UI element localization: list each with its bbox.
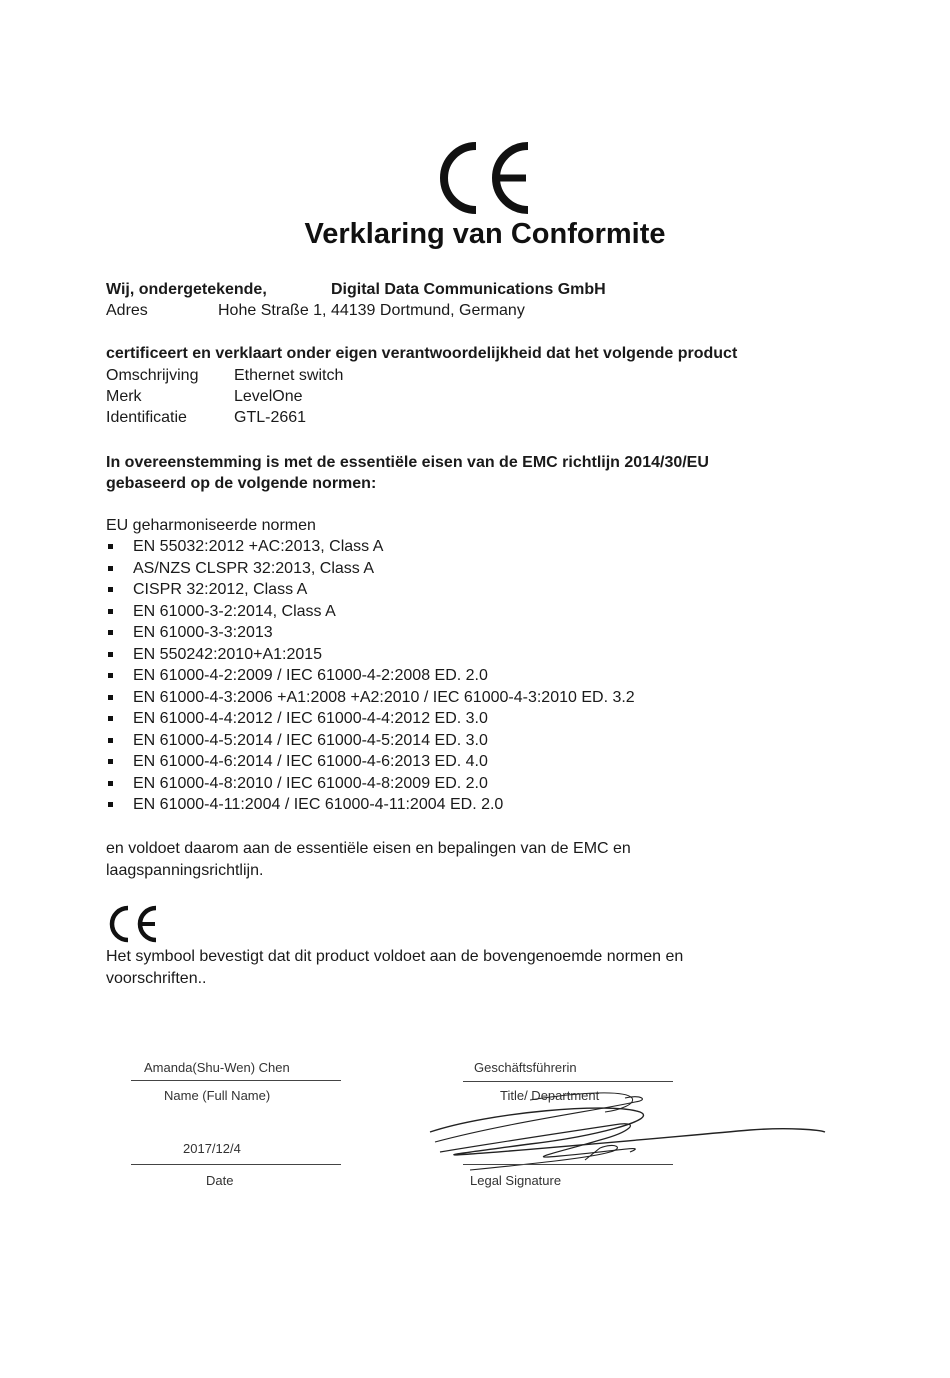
list-item — [106, 622, 635, 644]
declarant-label: Wij, ondergetekende, — [106, 281, 267, 298]
bullet-icon — [108, 609, 113, 614]
signature-label: Legal Signature — [470, 1173, 562, 1188]
bullet-icon — [108, 544, 113, 549]
standard-text: EN 61000-4-11:2004 / IEC 61000-4-11:2004 ED. 2.0 — [133, 796, 504, 813]
page-title: Verklaring van Conformite — [304, 218, 666, 250]
standard-text: CISPR 32:2012, Class A — [133, 581, 308, 598]
standard-text: EN 61000-3-3:2013 — [133, 624, 273, 641]
symbol-line: voorschriften.. — [106, 970, 207, 987]
list-item — [106, 708, 635, 730]
bullet-icon — [108, 587, 113, 592]
standard-text: EN 61000-4-2:2009 / IEC 61000-4-2:2008 ED. 2.0 — [133, 667, 488, 684]
bullet-icon — [108, 630, 113, 635]
address-label: Adres — [106, 302, 148, 319]
product-row-label: Merk — [106, 388, 142, 405]
list-item — [106, 751, 635, 773]
bullet-icon — [108, 738, 113, 743]
company-name: Digital Data Communications GmbH — [331, 281, 606, 298]
product-intro: certificeert en verklaart onder eigen verantwoordelijkheid dat het volgende product — [106, 345, 738, 362]
list-item — [106, 794, 635, 816]
standard-text: EN 61000-4-8:2010 / IEC 61000-4-8:2009 ED. 2.0 — [133, 774, 488, 792]
standards-heading: EU geharmoniseerde normen — [106, 517, 316, 534]
standard-text: EN 61000-4-3:2006 +A1:2008 +A2:2010 / IEC 61000-4-3:2010 ED. 3.2 — [133, 688, 635, 706]
product-row-value: Ethernet switch — [234, 367, 344, 384]
signer-name: Amanda(Shu-Wen) Chen — [144, 1060, 290, 1075]
list-item — [106, 665, 635, 687]
standard-text: EN 550242:2010+A1:2015 — [133, 645, 323, 663]
title-label: Title/ Department — [500, 1088, 600, 1103]
product-row-label: Identificatie — [106, 409, 187, 426]
standard-text: AS/NZS CLSPR 32:2013, Class A — [133, 559, 374, 577]
date-line — [131, 1164, 341, 1165]
list-item — [106, 644, 635, 666]
bullet-icon — [108, 566, 113, 571]
signature-line — [463, 1164, 673, 1165]
standard-text: EN 61000-3-2:2014, Class A — [133, 602, 336, 620]
bullet-icon — [108, 759, 113, 764]
standard-text: EN 61000-4-4:2012 / IEC 61000-4-4:2012 ED. 3.0 — [133, 710, 488, 727]
bullet-icon — [108, 716, 113, 721]
date-label: Date — [206, 1173, 234, 1188]
standard-text: EN 61000-4-6:2014 / IEC 61000-4-6:2013 ED. 4.0 — [133, 753, 488, 770]
conformity-line: In overeenstemming is met de essentiële eisen van de EMC richtlijn 2014/30/EU — [106, 454, 709, 471]
list-item — [106, 601, 635, 623]
name-line — [131, 1080, 341, 1081]
bullet-icon — [108, 673, 113, 678]
product-row-value: GTL-2661 — [234, 409, 307, 426]
standards-list — [106, 536, 635, 816]
ce-mark-large-icon — [436, 140, 536, 216]
date-value: 2017/12/4 — [183, 1141, 241, 1156]
list-item — [106, 687, 635, 709]
symbol-line: Het symbool bevestigt dat dit product voldoet aan de bovengenoemde normen en — [106, 948, 684, 965]
bullet-icon — [108, 652, 113, 657]
address-value: Hohe Straße 1, 44139 Dortmund, Germany — [218, 302, 525, 319]
bullet-icon — [108, 781, 113, 786]
title-value: Geschäftsführerin — [474, 1060, 577, 1075]
name-label: Name (Full Name) — [164, 1088, 271, 1103]
list-item — [106, 558, 635, 580]
standard-text: EN 55032:2012 +AC:2013, Class A — [133, 538, 384, 555]
standard-text: EN 61000-4-5:2014 / IEC 61000-4-5:2014 ED. 3.0 — [133, 731, 488, 749]
list-item — [106, 730, 635, 752]
list-item — [106, 579, 635, 601]
compliance-line: laagspanningsrichtlijn. — [106, 862, 264, 879]
bullet-icon — [108, 695, 113, 700]
product-row-label: Omschrijving — [106, 367, 199, 384]
bullet-icon — [108, 802, 113, 807]
product-row-value: LevelOne — [234, 388, 303, 405]
conformity-line: gebaseerd op de volgende normen: — [106, 475, 377, 492]
ce-mark-small-icon — [106, 905, 160, 943]
list-item — [106, 773, 635, 795]
compliance-line: en voldoet daarom aan de essentiële eisen en bepalingen van de EMC en — [106, 840, 631, 857]
list-item — [106, 536, 635, 558]
